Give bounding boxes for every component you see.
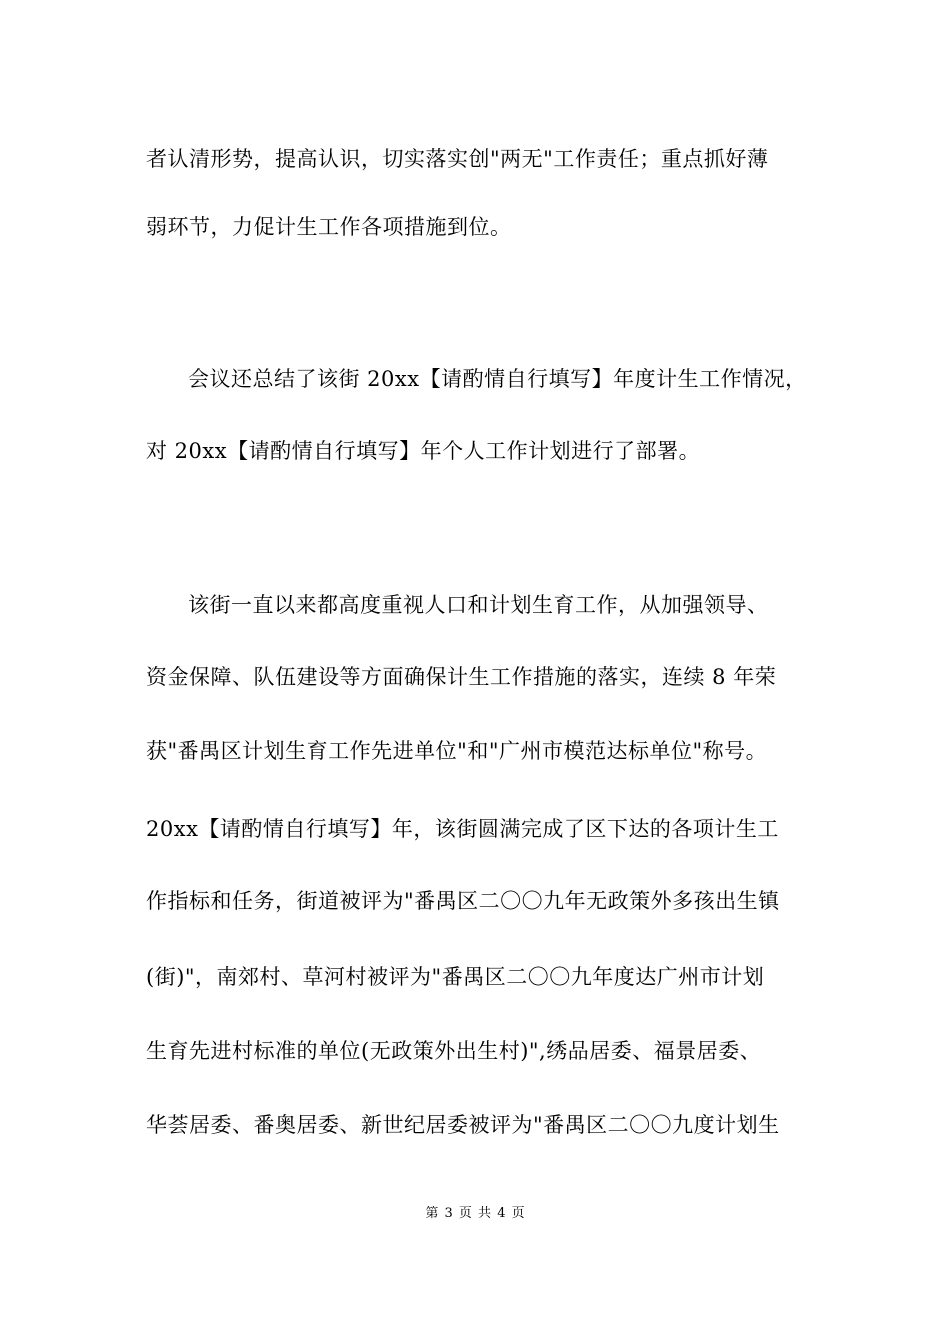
paragraph-3-line-3: 获"番禺区计划生育工作先进单位"和"广州市模范达标单位"称号。 (146, 739, 768, 763)
paragraph-2-line-2: 对 20xx【请酌情自行填写】年个人工作计划进行了部署。 (146, 439, 701, 463)
paragraph-2-line-1: 会议还总结了该街 20xx【请酌情自行填写】年度计生工作情况， (188, 367, 807, 391)
paragraph-3-line-1: 该街一直以来都高度重视人口和计划生育工作，从加强领导、 (188, 593, 769, 617)
paragraph-3-line-7: 生育先进村标准的单位(无政策外出生村)",绣品居委、福景居委、 (146, 1039, 762, 1063)
paragraph-1-line-1: 者认清形势，提高认识，切实落实创"两无"工作责任；重点抓好薄 (146, 147, 769, 171)
paragraph-3-line-4: 20xx【请酌情自行填写】年，该街圆满完成了区下达的各项计生工 (146, 817, 779, 841)
paragraph-3-line-5: 作指标和任务，街道被评为"番禺区二〇〇九年无政策外多孩出生镇 (146, 889, 780, 913)
page-footer: 第 3 页 共 4 页 (425, 1206, 525, 1221)
paragraph-1-line-2: 弱环节，力促计生工作各项措施到位。 (146, 215, 512, 239)
paragraph-3-line-8: 华荟居委、番奥居委、新世纪居委被评为"番禺区二〇〇九度计划生 (146, 1113, 780, 1137)
paragraph-3-line-2: 资金保障、队伍建设等方面确保计生工作措施的落实，连续 8 年荣 (146, 665, 777, 689)
paragraph-3-line-6: (街)"，南郊村、草河村被评为"番禺区二〇〇九年度达广州市计划 (146, 965, 765, 989)
